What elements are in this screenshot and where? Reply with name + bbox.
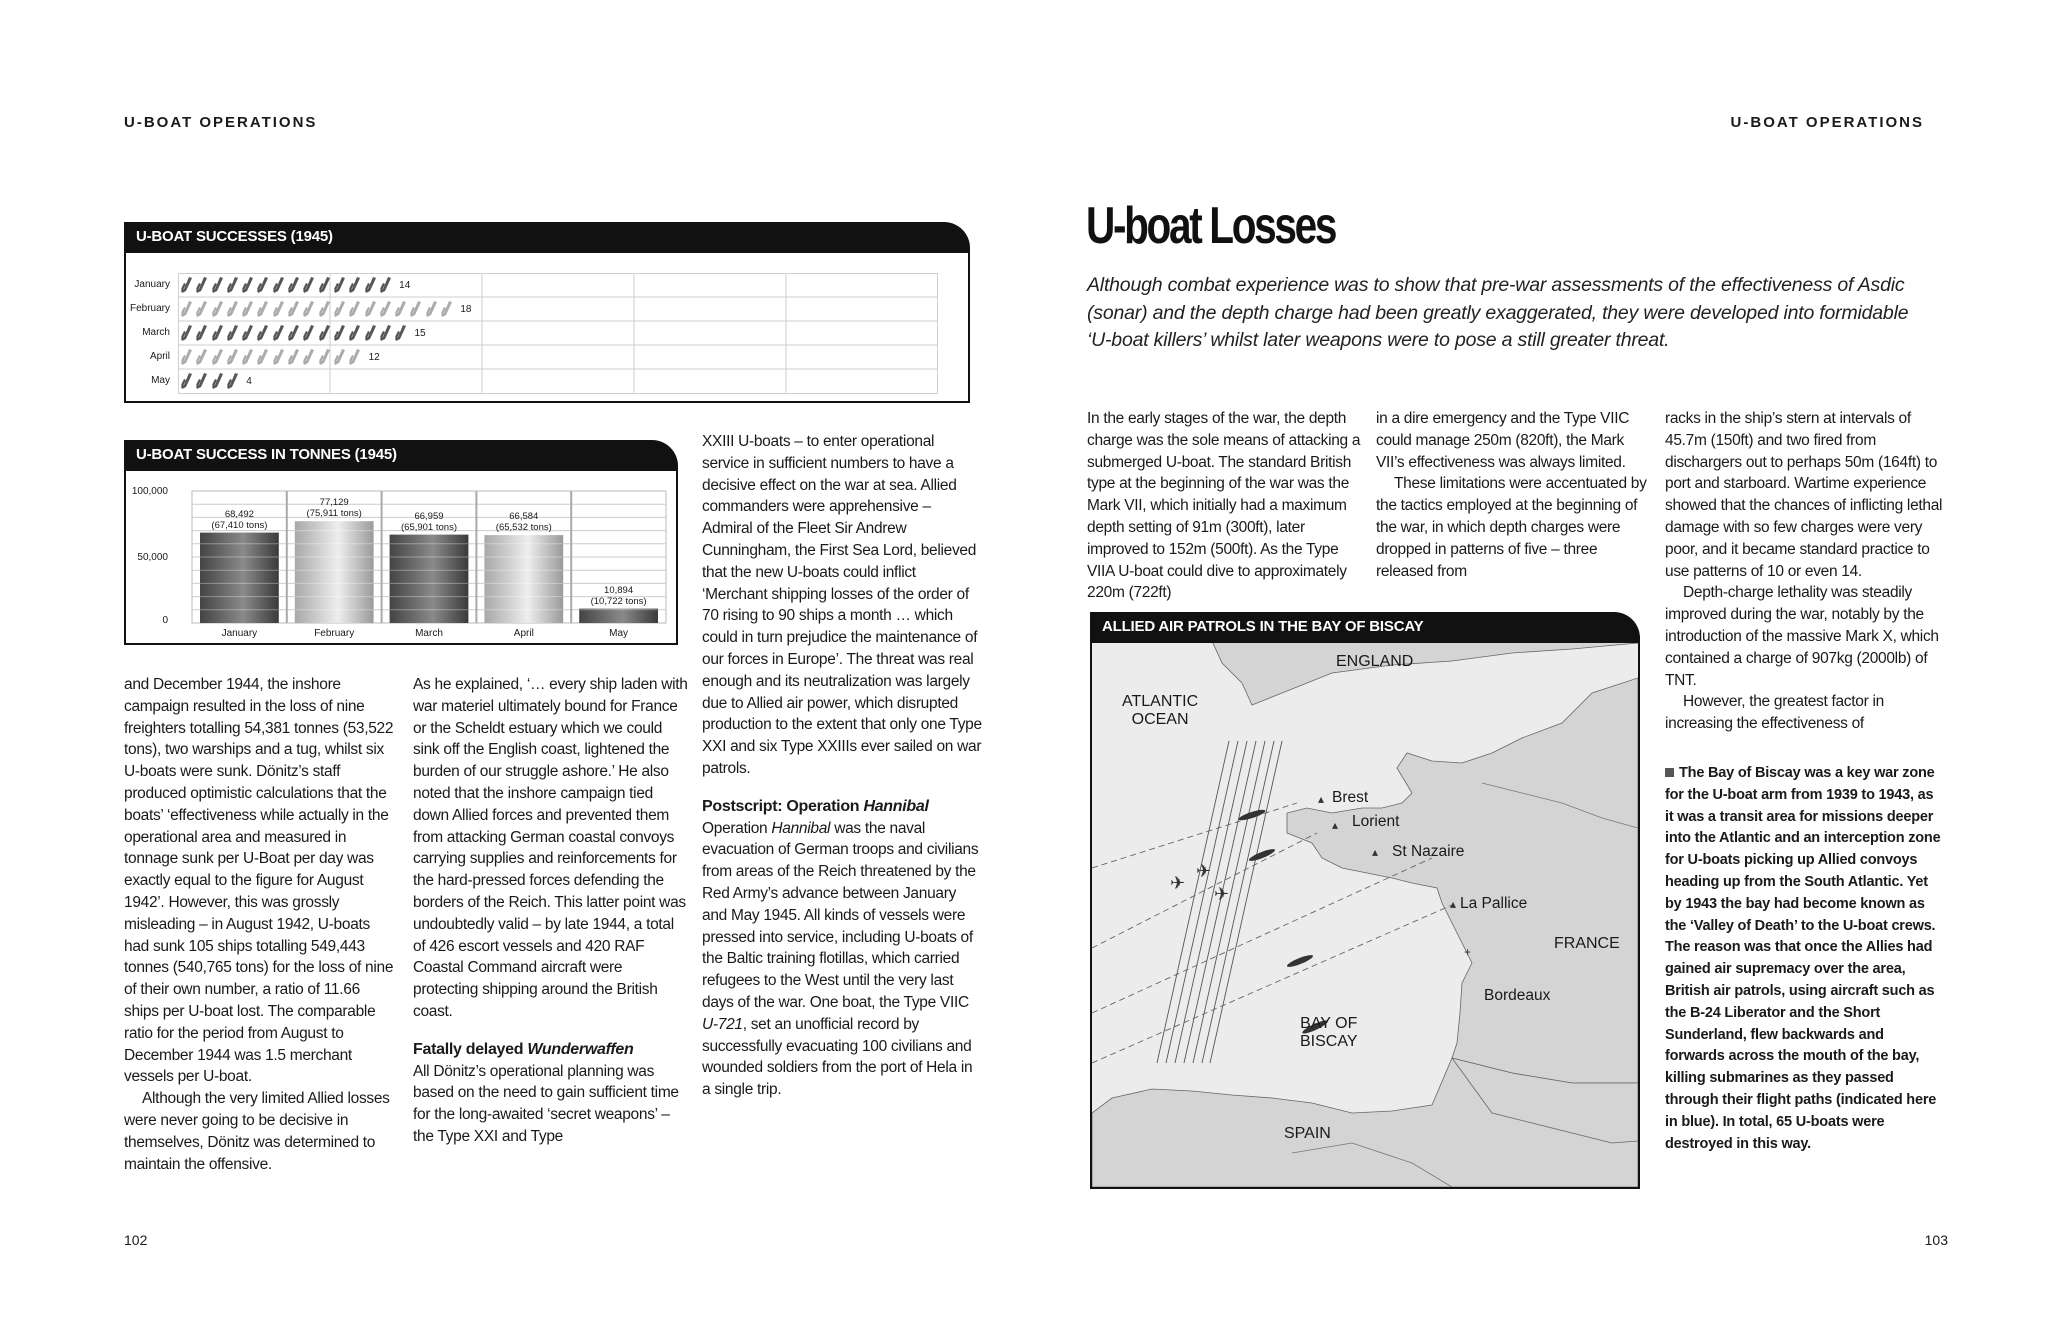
row-label: April xyxy=(149,351,170,362)
ship-sinking-icon xyxy=(318,348,331,366)
ship-sinking-icon xyxy=(180,300,193,318)
svg-text:✈: ✈ xyxy=(1170,873,1186,893)
bar-data-label: 77,129 (75,911 tons) xyxy=(306,497,362,520)
row-label: February xyxy=(129,303,170,314)
ship-sinking-icon xyxy=(211,348,224,366)
label-brest: Brest xyxy=(1332,789,1369,806)
folio-right: 103 xyxy=(1924,1232,1948,1248)
ship-sinking-icon xyxy=(287,324,300,342)
y-tick: 100,000 xyxy=(131,486,168,497)
ship-sinking-icon xyxy=(287,348,300,366)
ship-sinking-icon xyxy=(272,276,285,294)
svg-text:▴: ▴ xyxy=(1332,818,1339,832)
body-paragraph: in a dire emergency and the Type VIIC could manage 250m (820ft), the Mark VII’s effectiveness was always limited. xyxy=(1376,410,1630,471)
right-column-1 xyxy=(1087,408,1367,604)
left-column-2 xyxy=(413,674,688,1148)
ship-sinking-icon xyxy=(211,324,224,342)
ship-sinking-icon xyxy=(241,348,254,366)
ship-sinking-icon xyxy=(302,324,315,342)
body-paragraph: As he explained, ‘… every ship laden with war materiel ultimately bound for France or the Scheldt estuary which we could sink off the English coast, lightened the burden of our struggle ashore.’ He also noted that the inshore campaign tied down Allied forces and prevented them from attacking German coastal convoys carrying supplies and reinforcements for the hard-pressed forces defending the borders of the Reich. This latter point was undoubtedly valid – by late 1944, a total of 426 escort vessels and 420 RAF Coastal Command aircraft were protecting shipping around the British coast. xyxy=(413,676,688,1020)
ship-sinking-icon xyxy=(195,276,208,294)
ship-sinking-icon xyxy=(180,372,193,390)
label-bordeaux: Bordeaux xyxy=(1484,987,1551,1004)
ship-sinking-icon xyxy=(241,300,254,318)
label-spain: SPAIN xyxy=(1284,1125,1331,1142)
bar-data-label: 66,959 (65,901 tons) xyxy=(401,510,457,533)
row-count: 4 xyxy=(246,375,252,387)
running-head-right: U-BOAT OPERATIONS xyxy=(1730,114,1924,131)
body-paragraph: In the early stages of the war, the depth charge was the sole means of attacking a submerged U-boat. The standard British type at the beginning of the war was the Mark VII, which initially had a maximum depth setting of 91m (300ft), later improved to 152m (500ft). As the Type VIIA U-boat could dive to approximately 220m (722ft) xyxy=(1087,410,1361,602)
label-la-pallice: La Pallice xyxy=(1460,895,1528,912)
ship-sinking-icon xyxy=(256,276,269,294)
ship-sinking-icon xyxy=(318,276,331,294)
ship-sinking-icon xyxy=(364,276,377,294)
y-tick: 50,000 xyxy=(137,552,168,563)
body-paragraph: Depth-charge lethality was steadily improved during the war, notably by the introduction of the massive Mark X, which contained a charge of 907kg (2000lb) of TNT. xyxy=(1665,584,1939,689)
ship-sinking-icon xyxy=(333,324,346,342)
ship-sinking-icon xyxy=(180,324,193,342)
ship-sinking-icon xyxy=(180,348,193,366)
bar-data-label: 10,894 (10,722 tons) xyxy=(590,584,647,607)
ship-sinking-icon xyxy=(241,276,254,294)
ship-sinking-icon xyxy=(195,372,208,390)
body-paragraph: racks in the ship’s stern at intervals of 45.7m (150ft) and two fired from dischargers out to perhaps 50m (164ft) to port and starboard. Wartime experience showed that the chances of inflicting lethal damage with so few charges were very poor, and it became standard practice to use patterns of 10 or even 14. xyxy=(1665,410,1943,580)
x-tick-label: April xyxy=(513,628,534,639)
tonnes-panel-title: U-BOAT SUCCESS IN TONNES (1945) xyxy=(124,440,678,470)
bar xyxy=(579,609,658,623)
bar-data-label: 68,492 (67,410 tons) xyxy=(211,508,268,531)
caption-bullet-icon xyxy=(1665,768,1674,777)
standfirst: Although combat experience was to show that pre-war assessments of the effectiveness of Asdic (sonar) and the depth charge had been greatly exaggerated, they were developed into formidable ‘U-boat killers’ whilst later weapons were to pose a still greater threat. xyxy=(1087,274,1909,351)
ship-sinking-icon xyxy=(226,372,239,390)
body-paragraph: Although the very limited Allied losses were never going to be decisive in themselves, Dönitz was determined to maintain the offensive. xyxy=(124,1090,390,1173)
ship-sinking-icon xyxy=(302,276,315,294)
ship-sinking-icon xyxy=(379,324,392,342)
ship-sinking-icon xyxy=(318,300,331,318)
body-paragraph: and December 1944, the inshore campaign resulted in the loss of nine freighters totalling 54,381 tonnes (53,522 tons), two warships and a tug, whilst six U-boats were sunk. Dönitz’s staff produced optimistic calculations that the boats’ ‘effectiveness while actually in the operational area and measured in tonnage sunk per U-Boat per day was exactly equal to the figure for August 1942’. However, this was grossly misleading – in August 1942, U-boats had sunk 105 ships totalling 549,443 tonnes (540,765 tons) for the loss of nine of their own number, a ratio of 11.66 ships per U-boat lost. The comparable ratio for the period from August to December 1944 was 1.5 merchant vessels per U-boat. xyxy=(124,676,394,1086)
row-label: January xyxy=(134,279,170,290)
pictogram-row xyxy=(149,345,938,369)
row-label: May xyxy=(151,375,170,386)
ship-sinking-icon xyxy=(195,348,208,366)
label-lorient: Lorient xyxy=(1352,813,1400,830)
ship-sinking-icon xyxy=(364,300,377,318)
pictogram-row xyxy=(151,369,938,393)
pictogram-row xyxy=(129,297,938,321)
ship-sinking-icon xyxy=(241,324,254,342)
ship-sinking-icon xyxy=(348,348,361,366)
right-column-3 xyxy=(1665,408,1945,1155)
row-count: 12 xyxy=(368,351,380,363)
left-column-1 xyxy=(124,674,394,1175)
ship-sinking-icon xyxy=(318,324,331,342)
pictogram-row xyxy=(142,321,938,345)
ship-sinking-icon xyxy=(394,324,407,342)
label-atlantic-ocean: ATLANTIC OCEAN xyxy=(1122,693,1199,728)
ship-sinking-icon xyxy=(364,324,377,342)
x-tick-label: January xyxy=(221,628,258,639)
svg-text:▴: ▴ xyxy=(1450,897,1457,911)
ship-sinking-icon xyxy=(379,300,392,318)
label-france: FRANCE xyxy=(1554,935,1620,952)
label-england: ENGLAND xyxy=(1336,653,1414,670)
body-paragraph: Operation Hannibal was the naval evacuation of German troops and civilians from areas of the Reich threatened by the Red Army’s advance between January and May 1945. All kinds of vessels were pressed into service, including U-boats of the Baltic training flotillas, which carried refugees to the West until the very last days of the war. One boat, the Type VIIC U-721, set an unofficial record by successfully evacuating 100 civilians and wounded soldiers from the port of Hela in a single trip. xyxy=(702,819,979,1099)
bar-plot-area xyxy=(126,471,676,643)
ship-sinking-icon xyxy=(256,300,269,318)
row-count: 15 xyxy=(414,327,426,339)
tonnes-bar-chart xyxy=(126,471,676,643)
subheading-wunderwaffen: Fatally delayed Wunderwaffen xyxy=(413,1040,634,1058)
row-label: March xyxy=(142,327,170,338)
ship-sinking-icon xyxy=(348,300,361,318)
left-column-3 xyxy=(702,431,984,1101)
ship-sinking-icon xyxy=(287,300,300,318)
england-landmass xyxy=(1212,643,1638,705)
svg-text:✈: ✈ xyxy=(1196,861,1212,881)
folio-left: 102 xyxy=(124,1232,148,1248)
ship-sinking-icon xyxy=(256,324,269,342)
ship-sinking-icon xyxy=(226,300,239,318)
tonnes-panel xyxy=(124,469,678,645)
ship-sinking-icon xyxy=(379,276,392,294)
ship-sinking-icon xyxy=(287,276,300,294)
svg-text:▴: ▴ xyxy=(1372,845,1379,859)
x-tick-label: February xyxy=(314,628,355,639)
ship-sinking-icon xyxy=(409,300,422,318)
ship-sinking-icon xyxy=(333,300,346,318)
body-paragraph: These limitations were accentuated by the tactics employed at the beginning of the war, in which depth charges were dropped in patterns of five – three released from xyxy=(1376,475,1647,580)
ship-sinking-icon xyxy=(272,348,285,366)
ship-sinking-icon xyxy=(180,276,193,294)
running-head-left: U-BOAT OPERATIONS xyxy=(124,114,318,131)
right-column-2 xyxy=(1376,408,1656,582)
bar xyxy=(295,521,374,623)
map-title: ALLIED AIR PATROLS IN THE BAY OF BISCAY xyxy=(1090,612,1640,642)
ship-sinking-icon xyxy=(440,300,453,318)
svg-text:▴: ▴ xyxy=(1318,792,1325,806)
successes-panel-title: U-BOAT SUCCESSES (1945) xyxy=(124,222,970,252)
ship-sinking-icon xyxy=(211,276,224,294)
body-paragraph: All Dönitz’s operational planning was based on the need to gain sufficient time for the long-awaited ‘secret weapons’ – the Type XXI and Type xyxy=(413,1062,679,1145)
row-count: 18 xyxy=(460,303,472,315)
pictogram-chart xyxy=(129,273,938,395)
ship-sinking-icon xyxy=(302,348,315,366)
ship-sinking-icon xyxy=(195,324,208,342)
subheading-hannibal: Postscript: Operation Hannibal xyxy=(702,797,929,815)
ship-sinking-icon xyxy=(348,324,361,342)
pictogram-row xyxy=(134,273,938,297)
ship-sinking-icon xyxy=(348,276,361,294)
ship-sinking-icon xyxy=(272,324,285,342)
successes-panel xyxy=(124,251,970,403)
ship-sinking-icon xyxy=(302,300,315,318)
ship-sinking-icon xyxy=(394,300,407,318)
page-title: U-boat Losses xyxy=(1086,197,1336,255)
x-tick-label: March xyxy=(415,628,443,639)
y-tick: 0 xyxy=(162,615,168,626)
svg-text:✈: ✈ xyxy=(1214,884,1230,904)
label-bay-of-biscay: BAY OF BISCAY xyxy=(1300,1015,1358,1050)
x-tick-label: May xyxy=(609,628,629,639)
ship-sinking-icon xyxy=(195,300,208,318)
map-caption: The Bay of Biscay was a key war zone for the U-boat arm from 1939 to 1943, as it was a transit area for missions deeper into the Atlantic and an interception zone for U-boats picking up Allied convoys heading up from the South Atlantic. Yet by 1943 the bay had become known as the ‘Valley of Death’ to the U-boat crews. The reason was that once the Allies had gained air supremacy over the area, British air patrols, using aircraft such as the B-24 Liberator and the Short Sunderland, flew backwards and forwards across the mouth of the bay, killing submarines as they passed through their flight paths (indicated here in blue). In total, 65 U-boats were destroyed in this way. xyxy=(1665,764,1941,1152)
label-st-nazaire: St Nazaire xyxy=(1392,843,1465,860)
bay-of-biscay-map xyxy=(1090,641,1640,1189)
ship-sinking-icon xyxy=(211,372,224,390)
ship-sinking-icon xyxy=(272,300,285,318)
body-paragraph: XXIII U-boats – to enter operational service in sufficient numbers to have a decisive effect on the war at sea. Allied commanders were apprehensive – Admiral of the Fleet Sir Andrew Cunningham, the First Sea Lord, believed that the new U-boats could inflict ‘Merchant shipping losses of the order of 70 rising to 90 ships a month … which could in turn prejudice the maintenance of our forces in Europe’. The threat was real enough and its neutralization was largely due to Allied air power, which disrupted production to the extent that only one Type XXI and six Type XXIIIs ever sailed on war patrols. xyxy=(702,433,982,777)
bar-data-label: 66,584 (65,532 tons) xyxy=(495,511,552,534)
row-count: 14 xyxy=(399,279,411,291)
ship-sinking-icon xyxy=(333,276,346,294)
ship-sinking-icon xyxy=(226,324,239,342)
ship-sinking-icon xyxy=(226,276,239,294)
svg-text:+: + xyxy=(1464,945,1472,959)
ship-sinking-icon xyxy=(211,300,224,318)
ship-sinking-icon xyxy=(425,300,438,318)
body-paragraph: However, the greatest factor in increasing the effectiveness of xyxy=(1665,693,1884,733)
ship-sinking-icon xyxy=(333,348,346,366)
ship-sinking-icon xyxy=(256,348,269,366)
ship-sinking-icon xyxy=(226,348,239,366)
